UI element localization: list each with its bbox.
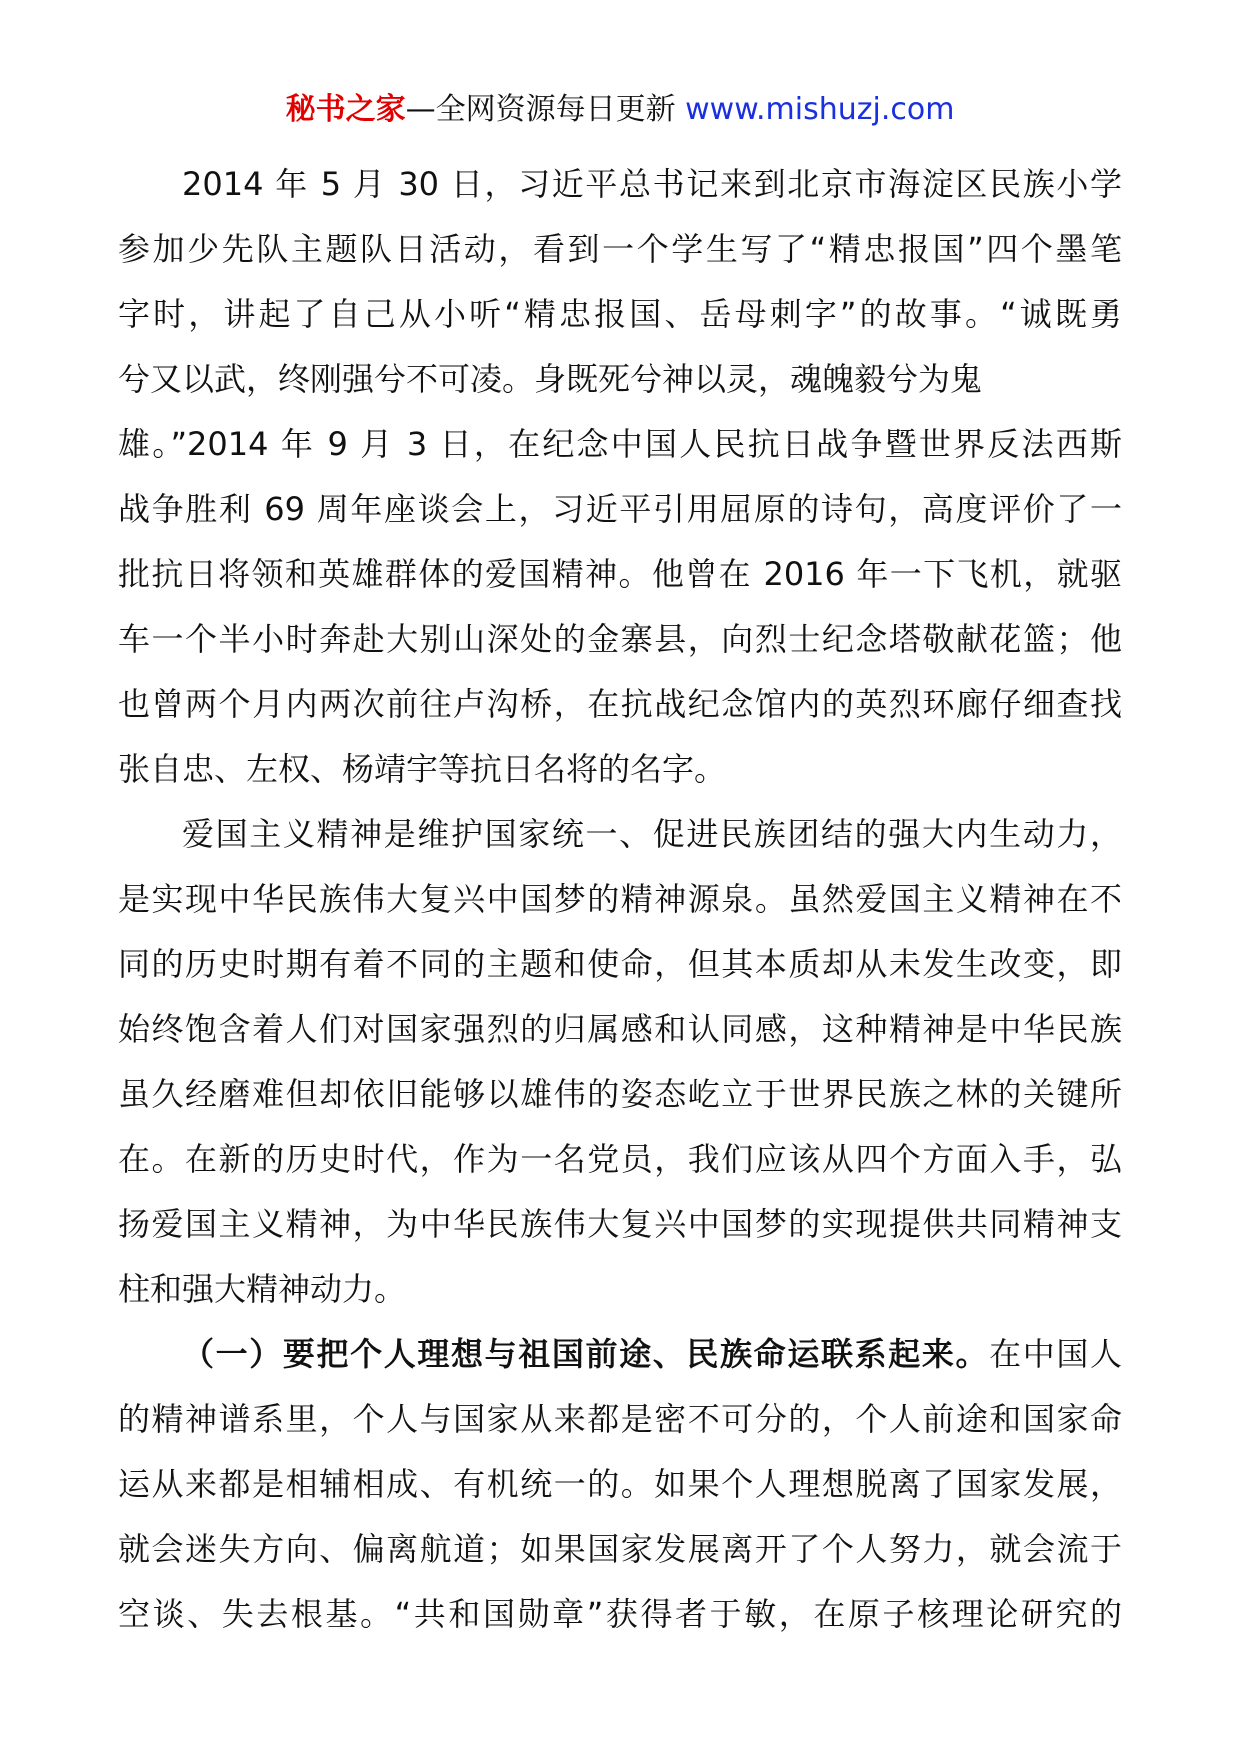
section-heading-tail: 在中国人: [989, 1335, 1122, 1373]
paragraph-line: 战争胜利 69 周年座谈会上，习近平引用屈原的诗句，高度评价了一: [118, 490, 1122, 528]
paragraph-line: 虽久经磨难但却依旧能够以雄伟的姿态屹立于世界民族之林的关键所: [118, 1075, 1122, 1113]
brand-name: 秘书之家: [285, 92, 406, 127]
paragraph-line: 参加少先队主题队日活动，看到一个学生写了“精忠报国”四个墨笔: [118, 230, 1122, 268]
paragraph-line: 的精神谱系里，个人与国家从来都是密不可分的，个人前途和国家命: [118, 1400, 1122, 1438]
paragraph-line: 运从来都是相辅相成、有机统一的。如果个人理想脱离了国家发展，: [118, 1465, 1122, 1503]
paragraph-line: 在。在新的历史时代，作为一名党员，我们应该从四个方面入手，弘: [118, 1140, 1122, 1178]
paragraph-line: 同的历史时期有着不同的主题和使命，但其本质却从未发生改变，即: [118, 945, 1122, 983]
paragraph-line: 空谈、失去根基。“共和国勋章”获得者于敏，在原子核理论研究的: [118, 1595, 1122, 1633]
paragraph-line: 就会迷失方向、偏离航道；如果国家发展离开了个人努力，就会流于: [118, 1530, 1122, 1568]
paragraph-line: 柱和强大精神动力。: [118, 1270, 407, 1308]
paragraph-line: 扬爱国主义精神，为中华民族伟大复兴中国梦的实现提供共同精神支: [118, 1205, 1122, 1243]
header-tagline: —全网资源每日更新: [405, 92, 676, 127]
article-body: [118, 152, 1122, 1647]
paragraph-line: 车一个半小时奔赴大别山深处的金寨县，向烈士纪念塔敬献花篮；他: [118, 620, 1122, 658]
site-header: [0, 90, 1240, 130]
paragraph-line: 字时，讲起了自己从小听“精忠报国、岳母刺字”的故事。“诚既勇: [118, 295, 1122, 333]
paragraph-line: 张自忠、左权、杨靖宇等抗日名将的名字。: [118, 750, 727, 788]
paragraph-line: 也曾两个月内两次前往卢沟桥，在抗战纪念馆内的英烈环廊仔细查找: [118, 685, 1122, 723]
paragraph-line: 始终饱含着人们对国家强烈的归属感和认同感，这种精神是中华民族: [118, 1010, 1122, 1048]
paragraph-line: 批抗日将领和英雄群体的爱国精神。他曾在 2016 年一下飞机，就驱: [118, 555, 1122, 593]
section-heading: （一）要把个人理想与祖国前途、民族命运联系起来。: [182, 1335, 990, 1373]
paragraph-line: 兮又以武，终刚强兮不可凌。身既死兮神以灵，魂魄毅兮为鬼: [118, 360, 983, 398]
site-url-link[interactable]: www.mishuzj.com: [685, 92, 955, 127]
paragraph-line: 是实现中华民族伟大复兴中国梦的精神源泉。虽然爱国主义精神在不: [118, 880, 1122, 918]
section-heading-line: [118, 1322, 1122, 1387]
paragraph-line: 雄。”2014 年 9 月 3 日，在纪念中国人民抗日战争暨世界反法西斯: [118, 425, 1122, 463]
paragraph-line: 爱国主义精神是维护国家统一、促进民族团结的强大内生动力，: [182, 815, 1122, 853]
paragraph-line: 2014 年 5 月 30 日，习近平总书记来到北京市海淀区民族小学: [182, 165, 1122, 203]
